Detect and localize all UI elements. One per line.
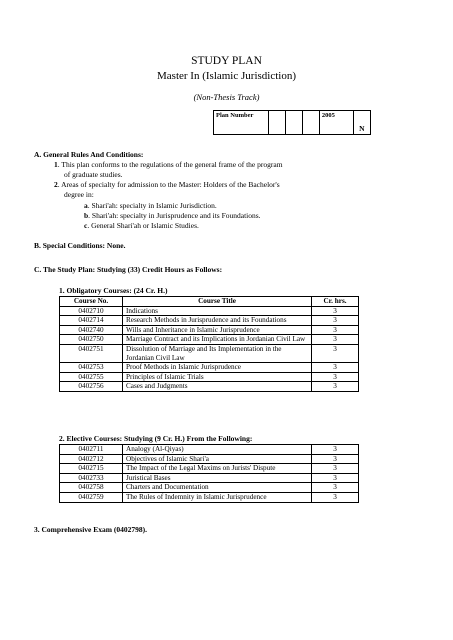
course-title: Principles of Islamic Trials [123,372,312,382]
credit-hours: 3 [312,363,359,373]
course-number: 0402740 [60,325,123,335]
course-number: 0402750 [60,335,123,345]
course-title: Research Methods in Jurisprudence and its Foundations [123,316,312,326]
credit-hours: 3 [312,335,359,345]
credit-hours: 3 [312,372,359,382]
elective-heading: 2. Elective Courses: Studying (9 Cr. H.) From the Following: [59,434,253,443]
course-title: Charters and Documentation [123,483,312,493]
table-row [60,492,359,502]
course-title: Dissolution of Marriage and Its Implementation in the Jordanian Civil Law [123,344,312,362]
course-title: Wills and Inheritance in Islamic Jurisprudence [123,325,312,335]
course-title: Analogy (Al-Qiyas) [123,445,312,455]
obligatory-heading: 1. Obligatory Courses: (24 Cr. H.) [59,286,168,295]
section-a-heading: A. General Rules And Conditions: [34,150,144,159]
table-header-row [60,297,359,307]
table-row [60,382,359,392]
course-number: 0402733 [60,473,123,483]
table-row [60,445,359,455]
course-title: Marriage Contract and its Implications in Jordanian Civil Law [123,335,312,345]
plan-year: 2005 [319,111,353,135]
course-title: The Impact of the Legal Maxims on Jurists' Dispute [123,464,312,474]
track-label: (Non-Thesis Track) [193,92,260,102]
credit-hours: 3 [312,316,359,326]
table-row [60,325,359,335]
plan-number-box [213,110,371,135]
section-a-sub-c: c. General Shari'ah or Islamic Studies. [84,221,199,230]
plan-cell-empty [302,111,319,135]
course-title: The Rules of Indemnity in Islamic Jurisprudence [123,492,312,502]
credit-hours: 3 [312,306,359,316]
plan-cell-empty [285,111,302,135]
section-c-heading: C. The Study Plan: Studying (33) Credit Hours as Follows: [34,265,223,274]
table-row [60,363,359,373]
credit-hours: 3 [312,382,359,392]
plan-cell-empty [268,111,285,135]
course-number: 0402715 [60,464,123,474]
obligatory-courses-table [59,296,359,392]
course-number: 0402714 [60,316,123,326]
column-header: Course No. [60,297,123,307]
section-a-item-1: 1. This plan conforms to the regulations of the general frame of the program [54,160,283,169]
section-a-sub-a: a. Shari'ah: specialty in Islamic Jurisdiction. [84,201,217,210]
course-number: 0402711 [60,445,123,455]
credit-hours: 3 [312,344,359,362]
course-number: 0402756 [60,382,123,392]
section-a-sub-b: b. Shari'ah: specialty in Jurisprudence and its Foundations. [84,211,261,220]
course-number: 0402753 [60,363,123,373]
course-title: Proof Methods in Islamic Jurisprudence [123,363,312,373]
course-number: 0402751 [60,344,123,362]
credit-hours: 3 [312,473,359,483]
credit-hours: 3 [312,492,359,502]
document-title: STUDY PLAN [191,55,262,67]
course-number: 0402710 [60,306,123,316]
column-header: Cr. hrs. [312,297,359,307]
document-subtitle: Master In (Islamic Jurisdiction) [157,70,296,82]
section-b-heading: B. Special Conditions: None. [34,241,126,250]
course-title: Cases and Judgments [123,382,312,392]
elective-courses-table [59,444,359,503]
table-row [60,454,359,464]
credit-hours: 3 [312,464,359,474]
course-title: Juristical Bases [123,473,312,483]
table-row [60,473,359,483]
credit-hours: 3 [312,445,359,455]
column-header: Course Title [123,297,312,307]
table-row [60,306,359,316]
section-a-item-1-cont: of graduate studies. [64,170,123,179]
section-a-item-2: 2. Areas of specialty for admission to the Master: Holders of the Bachelor's [54,180,280,189]
credit-hours: 3 [312,454,359,464]
comprehensive-exam-heading: 3. Comprehensive Exam (0402798). [34,525,147,534]
plan-suffix: N [353,111,370,135]
course-title: Objectives of Islamic Shari'a [123,454,312,464]
table-row [60,483,359,493]
course-number: 0402755 [60,372,123,382]
table-row [60,344,359,362]
table-row [60,372,359,382]
table-row [60,335,359,345]
course-number: 0402758 [60,483,123,493]
credit-hours: 3 [312,325,359,335]
plan-number-label: Plan Number [214,111,269,135]
table-row [60,316,359,326]
course-title: Indications [123,306,312,316]
credit-hours: 3 [312,483,359,493]
course-number: 0402759 [60,492,123,502]
course-number: 0402712 [60,454,123,464]
table-row [60,464,359,474]
section-a-item-2-cont: degree in: [64,190,94,199]
